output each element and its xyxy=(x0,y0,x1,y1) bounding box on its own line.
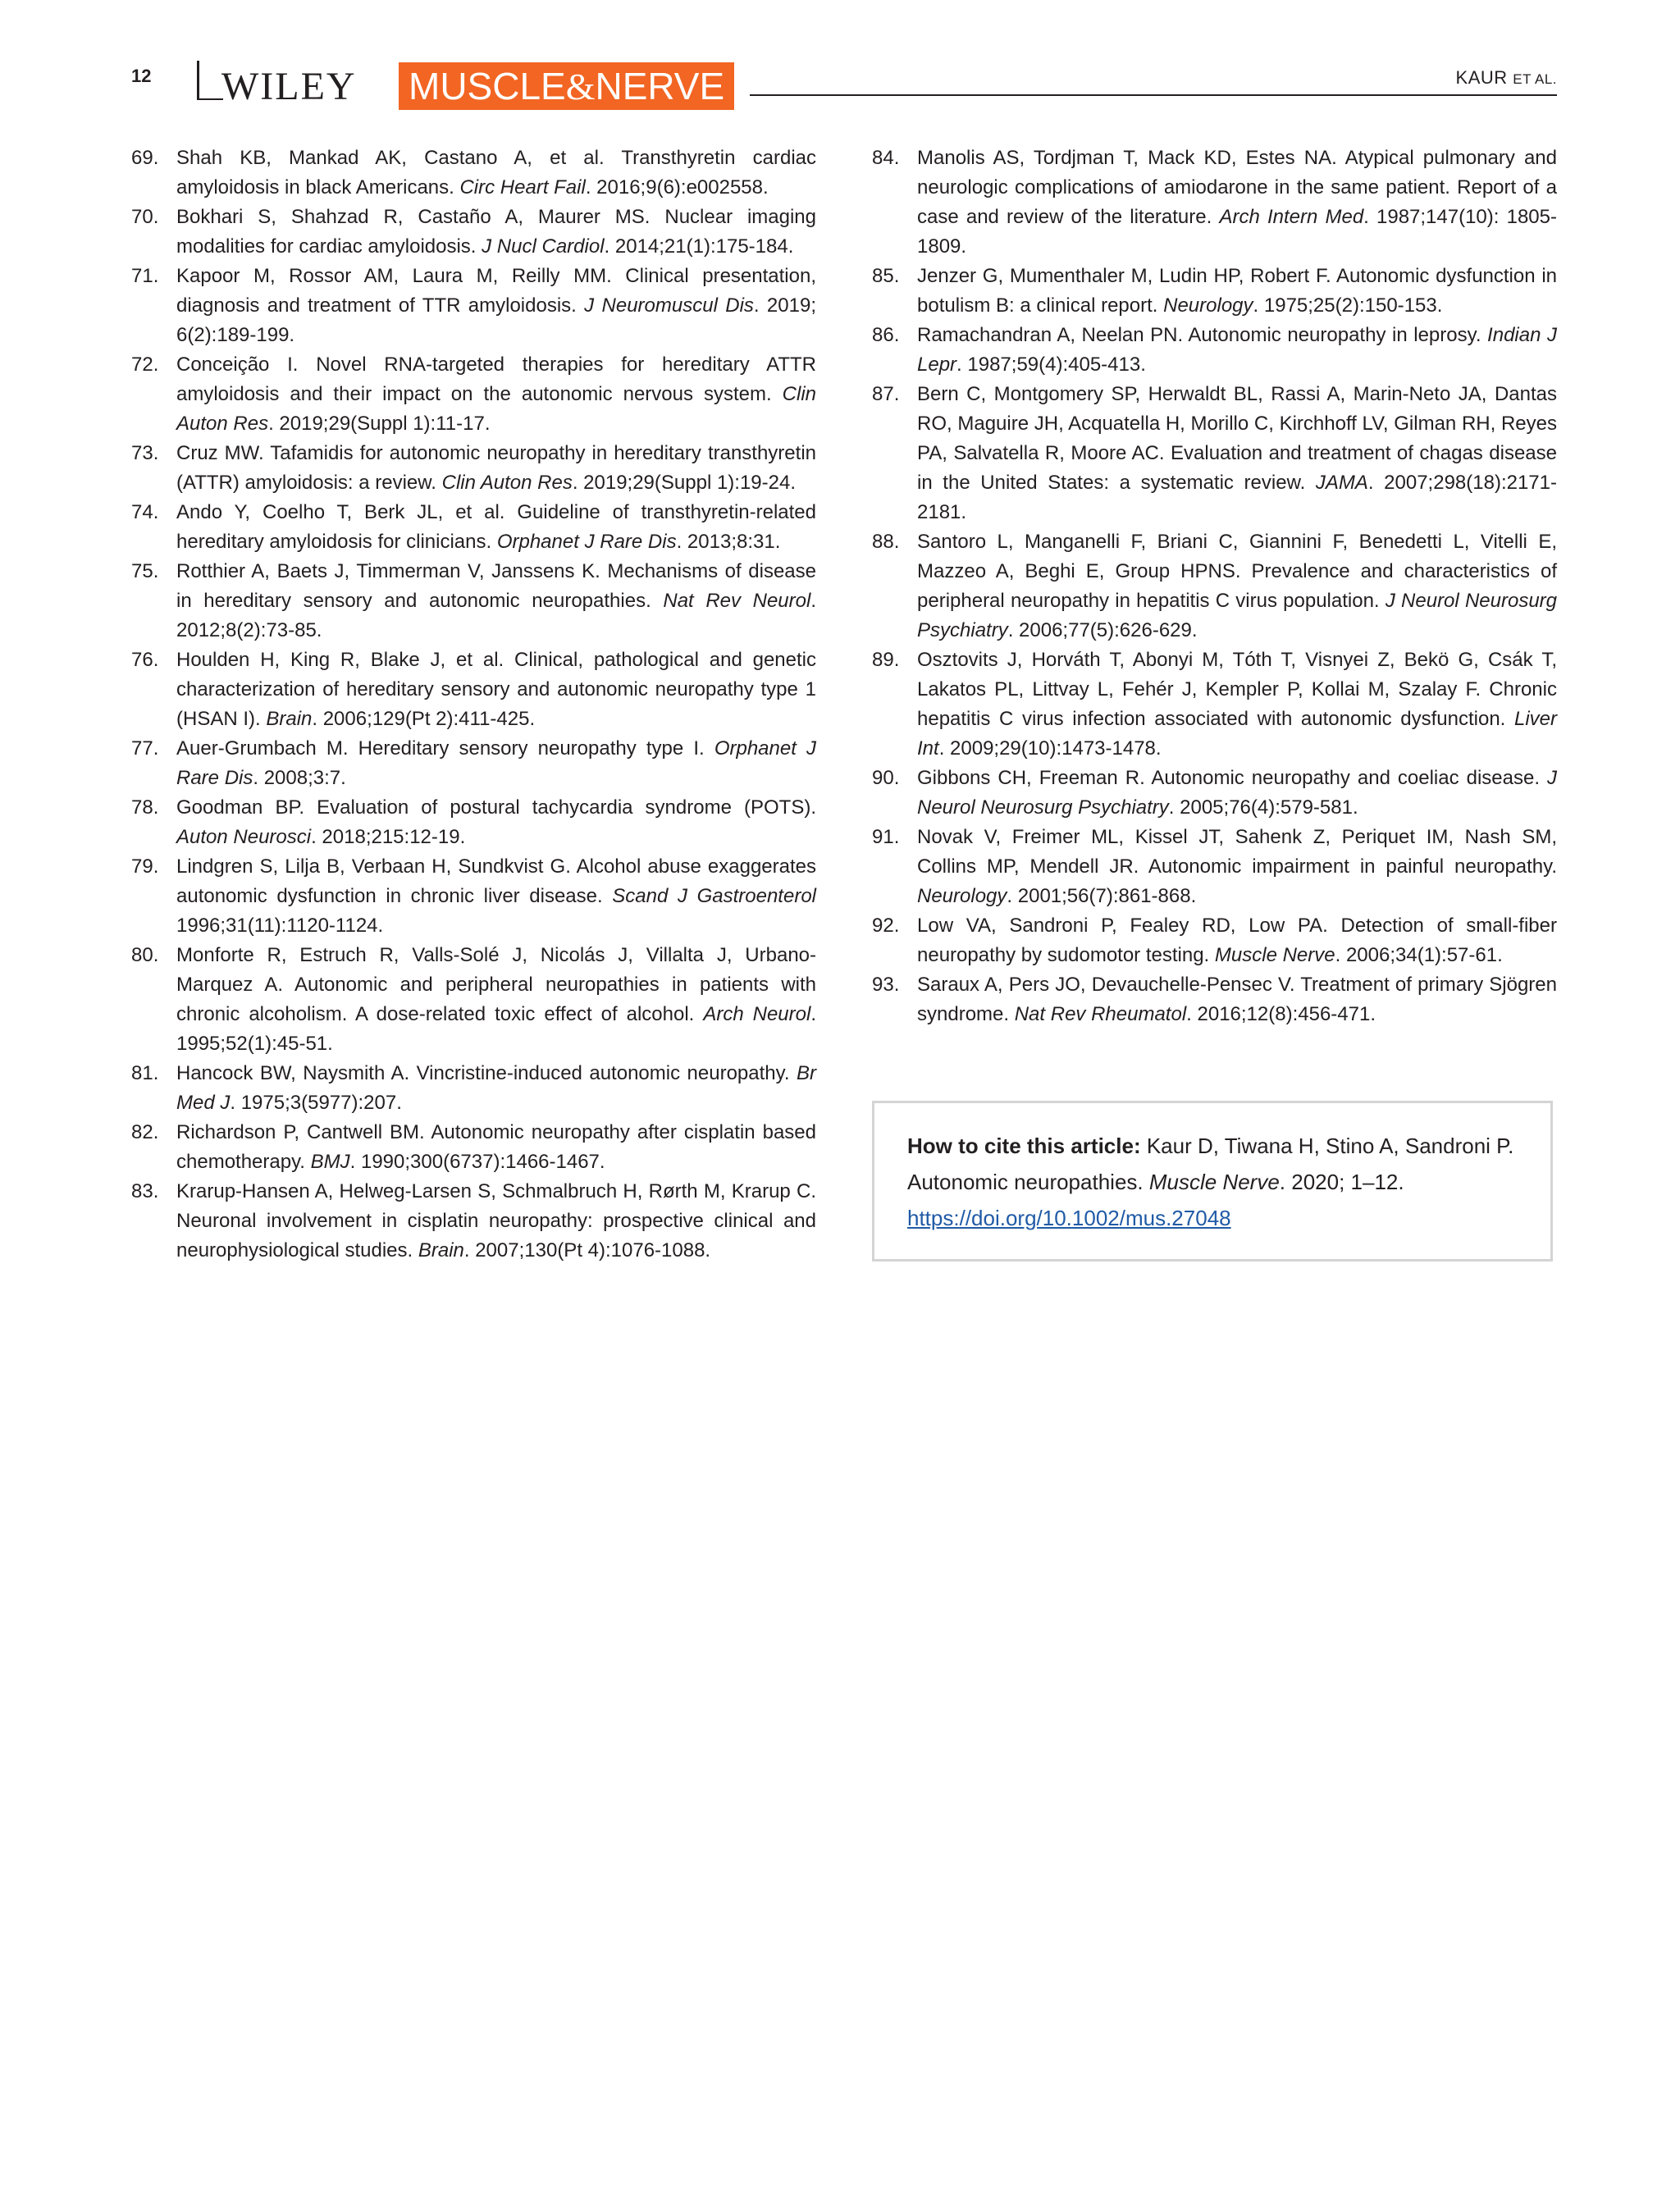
reference-item xyxy=(872,527,1557,646)
reference-text: Shah KB, Mankad AK, Castano A, et al. Transthyretin cardiac amyloidosis in black Americans. xyxy=(176,147,816,198)
running-author: KAUR xyxy=(1455,67,1508,88)
reference-text: Richardson P, Cantwell BM. Autonomic neuropathy after cisplatin based chemotherapy. xyxy=(176,1121,816,1173)
reference-item xyxy=(131,439,816,498)
reference-journal: Orphanet J Rare Dis xyxy=(176,737,817,789)
reference-journal: Scand J Gastroenterol xyxy=(612,885,816,907)
reference-item xyxy=(131,350,816,439)
reference-journal: JAMA xyxy=(1315,472,1368,494)
reference-item xyxy=(131,1059,816,1118)
reference-number: 89. xyxy=(872,649,900,671)
reference-item xyxy=(131,646,816,734)
reference-item xyxy=(131,793,816,852)
reference-journal: Brain xyxy=(418,1239,464,1261)
publisher-logo: WILEY xyxy=(221,65,357,108)
reference-details: . 2007;298(18):2171-2181. xyxy=(917,472,1557,523)
reference-number: 74. xyxy=(131,501,159,523)
reference-details: . 2018;215:12-19. xyxy=(311,826,466,848)
reference-text: Rotthier A, Baets J, Timmerman V, Janssens K. Mechanisms of disease in hereditary sensory and autonomic neuropathies. xyxy=(176,560,816,612)
reference-details: . 2006;129(Pt 2):411-425. xyxy=(312,708,536,730)
reference-number: 91. xyxy=(872,826,900,848)
reference-text: Bokhari S, Shahzad R, Castaño A, Maurer MS. Nuclear imaging modalities for cardiac amyloidosis. xyxy=(176,206,816,258)
journal-name-part1: MUSCLE xyxy=(409,65,566,107)
reference-number: 82. xyxy=(131,1121,159,1143)
reference-text: Auer-Grumbach M. Hereditary sensory neuropathy type I. xyxy=(176,737,714,760)
reference-details: . 2014;21(1):175-184. xyxy=(604,235,794,258)
reference-details: . 2019;29(Suppl 1):11-17. xyxy=(268,413,491,435)
reference-item xyxy=(131,557,816,646)
citation-text-post: . 2020; 1–12. xyxy=(1279,1170,1404,1194)
reference-item xyxy=(131,144,816,203)
running-head xyxy=(1456,67,1557,89)
reference-details: . 2016;12(8):456-471. xyxy=(1186,1003,1376,1025)
reference-journal: Nat Rev Neurol xyxy=(663,590,811,612)
reference-item xyxy=(872,380,1557,527)
reference-text: Conceição I. Novel RNA-targeted therapies for hereditary ATTR amyloidosis and their impact on the autonomic nervous system. xyxy=(176,354,816,405)
reference-item xyxy=(872,764,1557,823)
reference-number: 69. xyxy=(131,147,159,169)
reference-journal: J Neuromuscul Dis xyxy=(584,294,754,317)
reference-number: 71. xyxy=(131,265,159,287)
reference-text: Hancock BW, Naysmith A. Vincristine-induced autonomic neuropathy. xyxy=(176,1062,797,1084)
reference-journal: Liver Int xyxy=(917,708,1557,760)
reference-text: Monforte R, Estruch R, Valls-Solé J, Nicolás J, Villalta J, Urbano-Marquez A. Autonomic and peripheral neuropathies in patients with chronic alcoholism. A dose-related toxic effect of alcohol. xyxy=(176,944,816,1025)
reference-details: . 2009;29(10):1473-1478. xyxy=(938,737,1162,760)
reference-number: 88. xyxy=(872,531,900,553)
reference-details: . 2019; 6(2):189-199. xyxy=(176,294,816,346)
journal-logo xyxy=(399,62,734,110)
reference-item xyxy=(872,823,1557,911)
reference-journal: Neurology xyxy=(917,885,1007,907)
reference-number: 87. xyxy=(872,383,900,405)
reference-journal: Muscle Nerve xyxy=(1214,944,1335,966)
reference-item xyxy=(131,203,816,262)
reference-item xyxy=(131,852,816,941)
reference-journal: BMJ xyxy=(310,1151,350,1173)
reference-number: 75. xyxy=(131,560,159,582)
reference-number: 81. xyxy=(131,1062,159,1084)
header-rule xyxy=(197,98,223,100)
reference-details: . 1987;147(10): 1805-1809. xyxy=(917,206,1557,258)
reference-details: . 1975;25(2):150-153. xyxy=(1253,294,1443,317)
reference-text: Lindgren S, Lilja B, Verbaan H, Sundkvist G. Alcohol abuse exaggerates autonomic dysfunction in chronic liver disease. xyxy=(176,855,816,907)
reference-list-right xyxy=(872,144,1557,1029)
page-number: 12 xyxy=(131,66,152,86)
reference-details: . 2019;29(Suppl 1):19-24. xyxy=(572,472,797,494)
reference-text: Novak V, Freimer ML, Kissel JT, Sahenk Z, Periquet IM, Nash SM, Collins MP, Mendell JR. Autonomic impairment in painful neuropathy. xyxy=(917,826,1557,878)
reference-text: Kapoor M, Rossor AM, Laura M, Reilly MM. Clinical presentation, diagnosis and treatment of TTR amyloidosis. xyxy=(176,265,816,317)
reference-details: 1996;31(11):1120-1124. xyxy=(176,915,384,937)
reference-details: . 1990;300(6737):1466-1467. xyxy=(349,1151,605,1173)
reference-journal: J Neurol Neurosurg Psychiatry xyxy=(917,767,1557,819)
reference-journal: Br Med J xyxy=(176,1062,816,1114)
reference-text: Jenzer G, Mumenthaler M, Ludin HP, Robert F. Autonomic dysfunction in botulism B: a clinical report. xyxy=(917,265,1557,317)
reference-details: . 2007;130(Pt 4):1076-1088. xyxy=(463,1239,711,1261)
references-right-column xyxy=(872,144,1557,1029)
reference-item xyxy=(872,911,1557,970)
references-left-column xyxy=(131,144,816,1266)
reference-number: 86. xyxy=(872,324,900,346)
reference-details: . 2001;56(7):861-868. xyxy=(1007,885,1197,907)
reference-journal: Orphanet J Rare Dis xyxy=(496,531,677,553)
reference-item xyxy=(131,1177,816,1266)
reference-number: 77. xyxy=(131,737,159,760)
page-header xyxy=(131,57,1557,115)
reference-number: 79. xyxy=(131,855,159,878)
reference-journal: J Neurol Neurosurg Psychiatry xyxy=(917,590,1558,641)
reference-number: 73. xyxy=(131,442,159,464)
reference-text: Krarup-Hansen A, Helweg-Larsen S, Schmalbruch H, Rørth M, Krarup C. Neuronal involvement in cisplatin neuropathy: prospective clinical and neurophysiological studies. xyxy=(176,1180,816,1261)
reference-number: 76. xyxy=(131,649,159,671)
reference-item xyxy=(872,262,1557,321)
reference-details: . 2006;77(5):626-629. xyxy=(1007,619,1198,641)
reference-number: 72. xyxy=(131,354,159,376)
reference-details: . 2012;8(2):73-85. xyxy=(176,590,816,641)
reference-details: . 1987;59(4):405-413. xyxy=(956,354,1146,376)
citation-label: How to cite this article: xyxy=(907,1134,1141,1158)
reference-details: . 1995;52(1):45-51. xyxy=(176,1003,817,1055)
reference-text: Bern C, Montgomery SP, Herwaldt BL, Rassi A, Marin-Neto JA, Dantas RO, Maguire JH, Acquatella H, Morillo C, Kirchhoff LV, Gilman RH, Reyes PA, Salvatella R, Moore AC. Evaluation and treatment of chagas disease in the United States: a systematic review. xyxy=(917,383,1557,494)
reference-item xyxy=(131,734,816,793)
reference-number: 93. xyxy=(872,974,900,996)
reference-details: . 2005;76(4):579-581. xyxy=(1168,796,1358,819)
reference-item xyxy=(131,1118,816,1177)
reference-text: Goodman BP. Evaluation of postural tachycardia syndrome (POTS). xyxy=(176,796,816,819)
reference-journal: Arch Neurol xyxy=(703,1003,811,1025)
reference-number: 90. xyxy=(872,767,900,789)
reference-item xyxy=(872,970,1557,1029)
header-divider xyxy=(197,61,199,100)
reference-text: Saraux A, Pers JO, Devauchelle-Pensec V. Treatment of primary Sjögren syndrome. xyxy=(917,974,1557,1025)
journal-name-amp: & xyxy=(565,66,596,107)
reference-number: 78. xyxy=(131,796,159,819)
reference-item xyxy=(131,262,816,350)
reference-journal: Brain xyxy=(266,708,313,730)
reference-journal: Auton Neurosci xyxy=(176,826,312,848)
citation-doi-link[interactable]: https://doi.org/10.1002/mus.27048 xyxy=(907,1206,1231,1230)
running-etal: ET AL. xyxy=(1513,71,1557,87)
reference-journal: Nat Rev Rheumatol xyxy=(1014,1003,1187,1025)
reference-text: Cruz MW. Tafamidis for autonomic neuropathy in hereditary transthyretin (ATTR) amyloidosis: a review. xyxy=(176,442,816,494)
reference-item xyxy=(131,498,816,557)
reference-text: Ramachandran A, Neelan PN. Autonomic neuropathy in leprosy. xyxy=(917,324,1488,346)
reference-journal: Circ Heart Fail xyxy=(459,176,586,198)
reference-text: Ando Y, Coelho T, Berk JL, et al. Guideline of transthyretin-related hereditary amyloidosis for clinicians. xyxy=(176,501,816,553)
reference-number: 80. xyxy=(131,944,159,966)
reference-number: 83. xyxy=(131,1180,159,1202)
reference-text: Low VA, Sandroni P, Fealey RD, Low PA. Detection of small-fiber neuropathy by sudomotor testing. xyxy=(917,915,1557,966)
reference-number: 84. xyxy=(872,147,900,169)
reference-number: 85. xyxy=(872,265,900,287)
reference-number: 92. xyxy=(872,915,900,937)
reference-item xyxy=(131,941,816,1059)
reference-details: . 2008;3:7. xyxy=(253,767,346,789)
citation-journal: Muscle Nerve xyxy=(1148,1170,1280,1194)
reference-journal: Neurology xyxy=(1163,294,1253,317)
reference-details: . 2006;34(1):57-61. xyxy=(1335,944,1503,966)
reference-item xyxy=(872,321,1557,380)
reference-text: Osztovits J, Horváth T, Abonyi M, Tóth T, Visnyei Z, Bekö G, Csák T, Lakatos PL, Littvay L, Fehér J, Kempler P, Kollai M, Szalay F. Chronic hepatitis C virus infection associated with autonomic dysfunction. xyxy=(917,649,1557,730)
reference-text: Manolis AS, Tordjman T, Mack KD, Estes NA. Atypical pulmonary and neurologic complications of amiodarone in the same patient. Report of a case and review of the literature. xyxy=(917,147,1557,228)
reference-journal: J Nucl Cardiol xyxy=(482,235,605,258)
reference-journal: Clin Auton Res xyxy=(441,472,573,494)
reference-journal: Clin Auton Res xyxy=(176,383,816,435)
reference-number: 70. xyxy=(131,206,159,228)
citation-text-pre: Kaur D, Tiwana H, Stino A, Sandroni P. Autonomic neuropathies. xyxy=(907,1134,1514,1194)
reference-text: Houlden H, King R, Blake J, et al. Clinical, pathological and genetic characterization of hereditary sensory and autonomic neuropathy type 1 (HSAN I). xyxy=(176,649,816,730)
journal-name-part2: NERVE xyxy=(595,65,725,107)
reference-item xyxy=(872,646,1557,764)
reference-list-left xyxy=(131,144,816,1266)
reference-details: . 2013;8:31. xyxy=(676,531,781,553)
header-rule-right xyxy=(750,94,1557,96)
reference-details: . 2016;9(6):e002558. xyxy=(585,176,769,198)
reference-journal: Indian J Lepr xyxy=(917,324,1557,376)
reference-text: Santoro L, Manganelli F, Briani C, Giannini F, Benedetti L, Vitelli E, Mazzeo A, Beghi E, Group HPNS. Prevalence and characteristics of peripheral neuropathy in hepatitis C virus population. xyxy=(917,531,1557,612)
reference-text: Gibbons CH, Freeman R. Autonomic neuropathy and coeliac disease. xyxy=(917,767,1547,789)
citation-box xyxy=(872,1101,1553,1261)
reference-journal: Arch Intern Med xyxy=(1219,206,1364,228)
reference-item xyxy=(872,144,1557,262)
reference-details: . 1975;3(5977):207. xyxy=(230,1092,402,1114)
